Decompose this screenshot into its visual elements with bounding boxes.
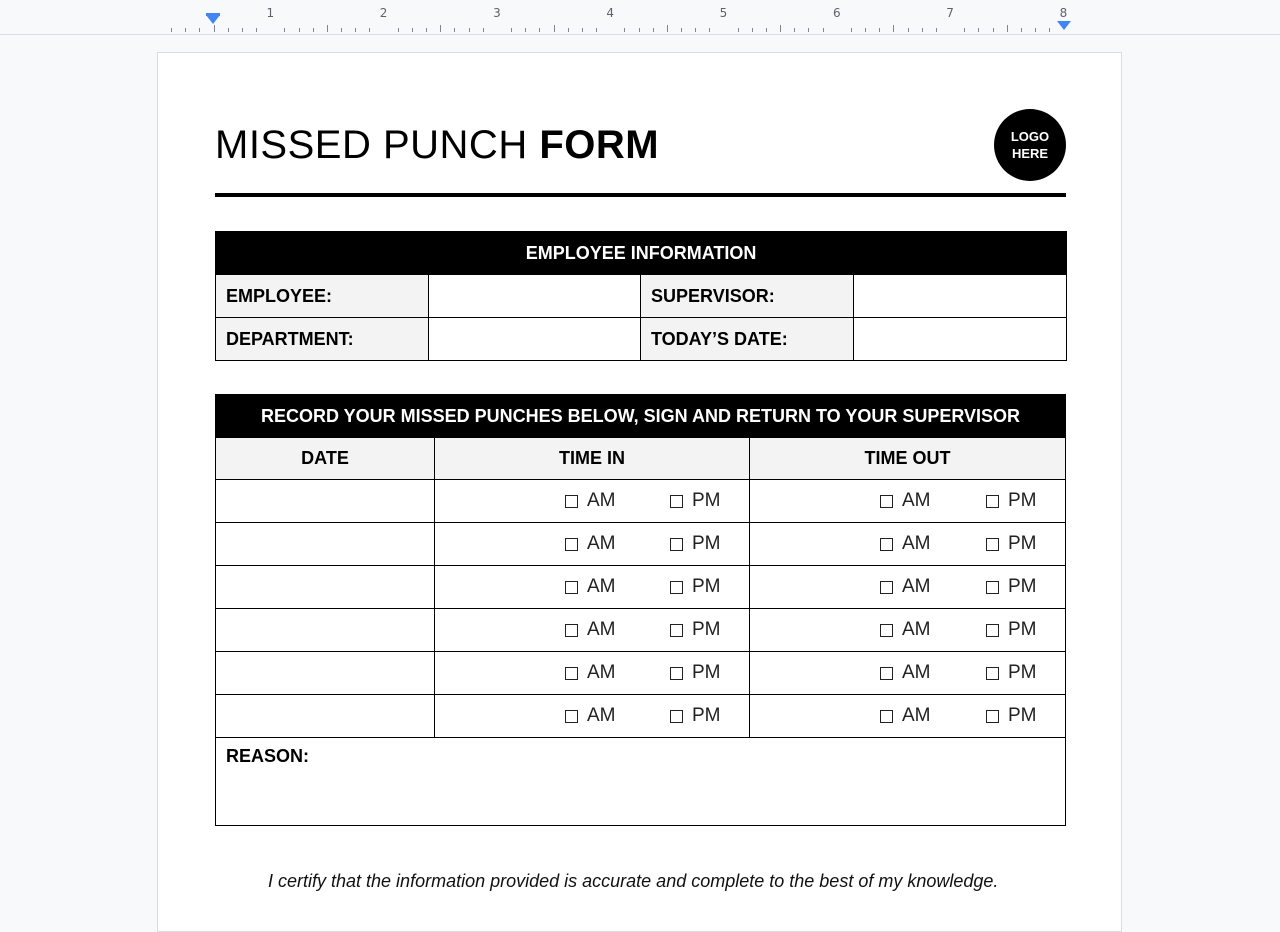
ruler-tick [185,28,186,32]
reason-label: REASON: [226,746,310,766]
missed-punches-table [215,394,1066,826]
time-out-am-option[interactable] [880,490,931,512]
ruler-tick [539,28,540,32]
date-field[interactable] [216,609,435,652]
time-in-am-label: AM [587,619,616,640]
time-in-pm-label: PM [692,662,721,683]
logo-placeholder [994,109,1066,181]
time-out-am-option[interactable] [880,619,931,641]
ruler-tick [639,28,640,32]
time-in-field[interactable] [435,652,750,695]
date-field[interactable] [216,480,435,523]
time-in-am-option[interactable] [565,576,616,598]
date-field[interactable] [216,652,435,695]
table-row [216,695,1066,738]
checkbox-icon[interactable] [986,581,999,594]
title-bold: FORM [539,123,660,167]
time-in-field[interactable] [435,523,750,566]
checkbox-icon[interactable] [565,624,578,637]
punch-rows [216,480,1066,738]
time-in-am-label: AM [587,576,616,597]
time-in-am-option[interactable] [565,619,616,641]
checkbox-icon[interactable] [670,624,683,637]
department-label: DEPARTMENT: [216,318,429,361]
checkbox-icon[interactable] [565,710,578,723]
ruler-tick [327,25,328,32]
ruler-tick [1035,28,1036,32]
ruler-tick [823,28,824,32]
time-in-pm-label: PM [692,705,721,726]
ruler-tick [738,28,739,32]
checkbox-icon[interactable] [565,495,578,508]
ruler-tick [936,28,937,32]
time-in-pm-option[interactable] [670,662,721,684]
ruler-number: 7 [946,6,954,20]
certification-statement: I certify that the information provided is accurate and complete to the best of my knowledge. [268,871,999,891]
ruler-tick [865,28,866,32]
time-in-pm-option[interactable] [670,490,721,512]
ruler-tick [242,28,243,32]
ruler-tick [766,28,767,32]
ruler-number: 3 [493,6,501,20]
time-out-field[interactable] [750,652,1066,695]
ruler-tick [454,28,455,32]
time-out-am-label: AM [902,619,931,640]
time-in-pm-label: PM [692,619,721,640]
date-field[interactable] [216,695,435,738]
ruler-tick [582,28,583,32]
time-in-field[interactable] [435,480,750,523]
title-regular: MISSED PUNCH [215,123,528,167]
checkbox-icon[interactable] [986,667,999,680]
ruler-tick [214,25,215,32]
checkbox-icon[interactable] [565,667,578,680]
time-out-am-option[interactable] [880,705,931,727]
ruler-tick [752,28,753,32]
time-out-pm-option[interactable] [986,705,1037,727]
date-field[interactable] [216,566,435,609]
ruler-tick [483,28,484,32]
time-out-field[interactable] [750,523,1066,566]
ruler-tick [341,28,342,32]
ruler-tick [922,28,923,32]
ruler-tick [284,28,285,32]
ruler-tick [398,28,399,32]
ruler-tick [709,28,710,32]
ruler-tick [1007,25,1008,32]
ruler-tick [978,28,979,32]
ruler-tick [993,28,994,32]
table-row [216,566,1066,609]
time-in-pm-option[interactable] [670,619,721,641]
checkbox-icon[interactable] [565,581,578,594]
time-out-pm-option[interactable] [986,533,1037,555]
ruler-tick [964,28,965,32]
checkbox-icon[interactable] [670,710,683,723]
ruler-tick [681,28,682,32]
document-page[interactable] [157,52,1122,932]
ruler-tick [554,25,555,32]
ruler-number: 2 [379,6,388,20]
ruler-tick [171,28,172,32]
ruler-tick [908,28,909,32]
time-out-pm-label: PM [1008,576,1037,597]
todays-date-field[interactable] [854,318,1067,361]
ruler-tick [624,28,625,32]
time-in-am-label: AM [587,490,616,511]
time-in-column-header: TIME IN [435,438,750,480]
missed-punches-header: RECORD YOUR MISSED PUNCHES BELOW, SIGN AND RETURN TO YOUR SUPERVISOR [216,395,1066,438]
title-divider [215,193,1066,197]
time-in-am-option[interactable] [565,705,616,727]
ruler-number: 6 [832,6,841,20]
ruler-tick [879,28,880,32]
date-field[interactable] [216,523,435,566]
time-out-field[interactable] [750,566,1066,609]
left-indent-handle[interactable] [206,15,220,24]
ruler-tick [355,28,356,32]
time-in-field[interactable] [435,566,750,609]
supervisor-label: SUPERVISOR: [641,275,854,318]
time-in-am-label: AM [587,533,616,554]
ruler-tick [596,28,597,32]
time-in-am-option[interactable] [565,662,616,684]
ruler-tick [893,25,894,32]
checkbox-icon[interactable] [880,495,893,508]
ruler-track [157,6,1123,34]
time-in-pm-label: PM [692,576,721,597]
ruler-tick [313,28,314,32]
checkbox-icon[interactable] [670,538,683,551]
employee-field[interactable] [429,275,641,318]
checkbox-icon[interactable] [670,495,683,508]
time-out-field[interactable] [750,480,1066,523]
date-column-header: DATE [216,438,435,480]
time-in-pm-option[interactable] [670,533,721,555]
ruler-number: 8 [1059,6,1068,20]
table-row [216,523,1066,566]
ruler-tick [780,25,781,32]
time-out-field[interactable] [750,609,1066,652]
right-indent-handle[interactable] [1057,21,1071,30]
time-out-am-option[interactable] [880,662,931,684]
ruler-tick [695,28,696,32]
checkbox-icon[interactable] [565,538,578,551]
time-in-am-option[interactable] [565,490,616,512]
ruler-tick [1049,28,1050,32]
time-in-pm-option[interactable] [670,576,721,598]
time-in-am-label: AM [587,662,616,683]
time-out-pm-option[interactable] [986,662,1037,684]
time-out-column-header: TIME OUT [750,438,1066,480]
checkbox-icon[interactable] [880,710,893,723]
checkbox-icon[interactable] [670,581,683,594]
ruler-tick [469,28,470,32]
time-out-am-label: AM [902,576,931,597]
time-in-pm-label: PM [692,533,721,554]
time-in-field[interactable] [435,695,750,738]
todays-date-label: TODAY’S DATE: [641,318,854,361]
table-row [216,609,1066,652]
time-out-pm-label: PM [1008,662,1037,683]
ruler-tick [228,28,229,32]
time-out-pm-label: PM [1008,705,1037,726]
time-out-am-label: AM [902,662,931,683]
ruler-number: 5 [719,6,728,20]
ruler-tick [426,28,427,32]
ruler-number: 1 [266,6,275,20]
ruler-tick [568,28,569,32]
table-row [216,652,1066,695]
checkbox-icon[interactable] [986,538,999,551]
department-field[interactable] [429,318,641,361]
checkbox-icon[interactable] [986,495,999,508]
time-out-pm-label: PM [1008,533,1037,554]
ruler-tick [369,28,370,32]
time-in-pm-label: PM [692,490,721,511]
reason-field[interactable] [216,738,1066,826]
table-row [216,480,1066,523]
ruler-tick [808,28,809,32]
time-out-am-label: AM [902,705,931,726]
checkbox-icon[interactable] [986,624,999,637]
ruler-tick [440,25,441,32]
logo-line-2: HERE [1011,146,1049,161]
time-out-pm-option[interactable] [986,619,1037,641]
time-out-pm-label: PM [1008,490,1037,511]
checkbox-icon[interactable] [880,581,893,594]
ruler-tick [412,28,413,32]
ruler-number: 4 [606,6,615,20]
ruler-tick [256,28,257,32]
checkbox-icon[interactable] [880,624,893,637]
ruler-tick [299,28,300,32]
checkbox-icon[interactable] [986,710,999,723]
checkbox-icon[interactable] [880,667,893,680]
logo-line-1: LOGO [1010,129,1050,144]
time-out-am-label: AM [902,490,931,511]
time-in-am-label: AM [587,705,616,726]
time-out-field[interactable] [750,695,1066,738]
ruler-tick [511,28,512,32]
ruler-tick [851,28,852,32]
ruler-tick [667,25,668,32]
ruler-tick [1021,28,1022,32]
time-out-pm-option[interactable] [986,490,1037,512]
time-in-pm-option[interactable] [670,705,721,727]
checkbox-icon[interactable] [670,667,683,680]
checkbox-icon[interactable] [880,538,893,551]
time-out-am-option[interactable] [880,576,931,598]
time-out-pm-label: PM [1008,619,1037,640]
employee-info-table [215,231,1067,361]
time-out-pm-option[interactable] [986,576,1037,598]
ruler[interactable] [0,0,1280,35]
ruler-tick [794,28,795,32]
time-in-am-option[interactable] [565,533,616,555]
form-title [215,123,659,168]
time-out-am-label: AM [902,533,931,554]
supervisor-field[interactable] [854,275,1067,318]
employee-info-header: EMPLOYEE INFORMATION [216,232,1067,275]
ruler-tick [653,28,654,32]
time-in-field[interactable] [435,609,750,652]
employee-label: EMPLOYEE: [216,275,429,318]
time-out-am-option[interactable] [880,533,931,555]
ruler-tick [199,28,200,32]
ruler-tick [525,28,526,32]
